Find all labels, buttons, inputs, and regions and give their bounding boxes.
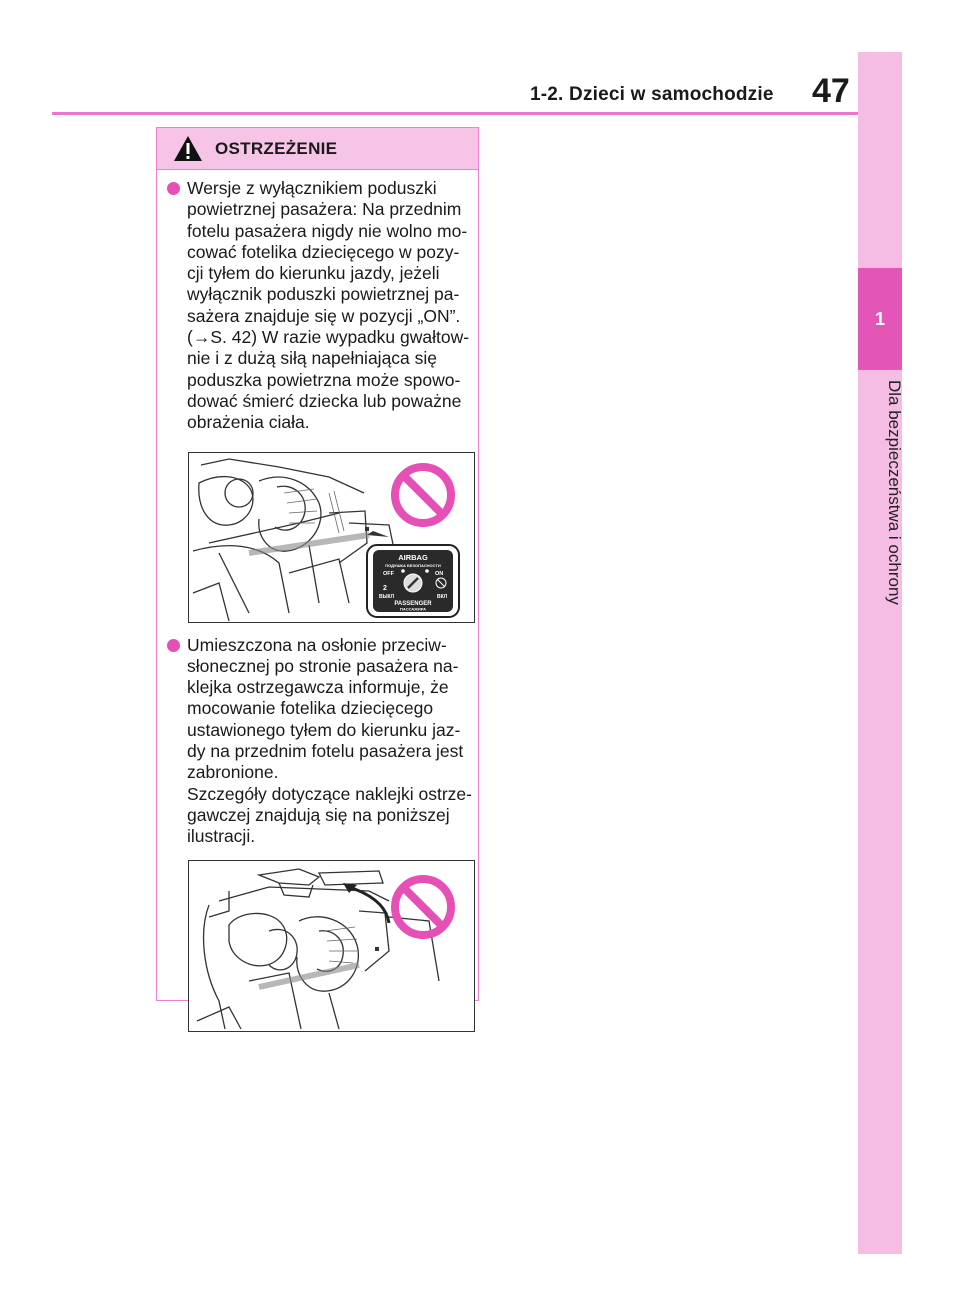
switch-on-label: ON <box>435 570 444 577</box>
switch-title-ru: ПОДУШКА БЕЗОПАСНОСТИ <box>385 562 441 568</box>
text-line: Umieszczona na osłonie przeciw- <box>187 634 447 655</box>
warning-box <box>156 127 479 1001</box>
text-line: dy na przednim fotelu pasażera jest <box>187 741 464 762</box>
text-line: nie i z dużą siłą napełniająca się <box>187 348 438 369</box>
warning-item <box>163 635 478 848</box>
text-line: sażera znajduje się w pozycji „ON”. <box>187 305 461 326</box>
text-line: zabronione. <box>187 762 279 783</box>
warning-triangle-icon <box>173 135 203 162</box>
switch-passenger-ru-label: ПАССАЖИРА <box>400 606 426 612</box>
page-number: 47 <box>812 72 850 110</box>
text-line: (→S. 42) W razie wypadku gwałtow- <box>187 327 470 348</box>
chapter-label: Dla bezpieczeństwa i ochrony <box>885 380 904 605</box>
text-line: fotelu pasażera nigdy nie wolno mo- <box>187 220 468 241</box>
airbag-switch-illustration <box>188 452 475 623</box>
text-line: Szczegóły dotyczące naklejki ostrze- <box>187 783 472 804</box>
switch-title: AIRBAG <box>398 552 428 562</box>
switch-passenger-label: PASSENGER <box>394 600 432 607</box>
text-line: powietrznej pasażera: Na przednim <box>187 199 462 220</box>
warning-item <box>163 178 478 434</box>
bullet-icon <box>167 182 180 195</box>
text-line: klejka ostrzegawcza informuje, że <box>187 677 449 698</box>
running-header-title: 1-2. Dzieci w samochodzie <box>530 84 774 105</box>
text-line: ilustracji. <box>187 826 256 847</box>
text-line: gawczej znajdują się na poniższej <box>187 804 450 825</box>
text-line: wyłącznik poduszki powietrznej pa- <box>187 284 460 305</box>
switch-on-ru-label: ВКЛ <box>437 593 448 600</box>
interior-visor-drawing <box>189 861 474 1031</box>
text-line: mocowanie fotelika dziecięcego <box>187 698 434 719</box>
warning-title: OSTRZEŻENIE <box>215 138 338 158</box>
header-rule <box>52 112 858 115</box>
warning-header <box>157 128 478 170</box>
text-line: obrażenia ciała. <box>187 412 310 433</box>
text-line: cować fotelika dziecięcego w pozy- <box>187 241 460 262</box>
bullet-icon <box>167 639 180 652</box>
chapter-number-box: 1 <box>858 268 902 370</box>
text-line: dować śmierć dziecka lub poważne <box>187 390 462 411</box>
switch-off-ru-label: ВЫКЛ <box>379 593 395 600</box>
sun-visor-label-illustration <box>188 860 475 1032</box>
dashboard-switch-drawing <box>189 453 474 622</box>
switch-number: 2 <box>383 584 387 592</box>
text-line: słonecznej po stronie pasażera na- <box>187 655 459 676</box>
text-line: ustawionego tyłem do kierunku jaz- <box>187 719 461 740</box>
switch-off-label: OFF <box>383 570 394 577</box>
text-line: poduszka powietrzna może spowo- <box>187 369 461 390</box>
text-line: cji tyłem do kierunku jazdy, jeżeli <box>187 263 440 284</box>
text-line: Wersje z wyłącznikiem poduszki <box>187 178 437 198</box>
